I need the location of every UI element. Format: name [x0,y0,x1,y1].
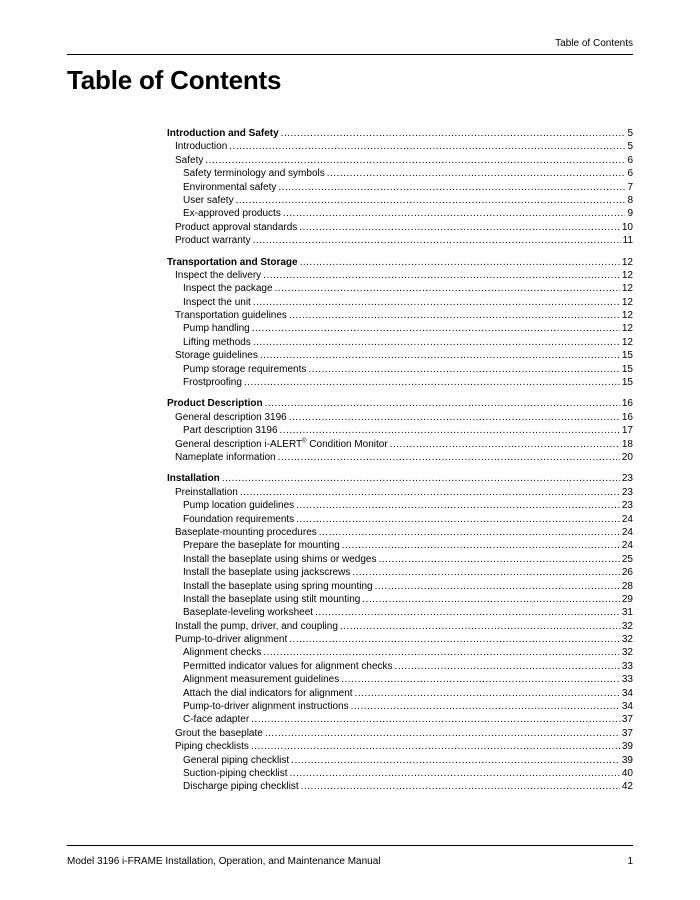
toc-page-number: 11 [622,235,633,247]
dot-leader [265,727,620,740]
dot-leader [341,673,620,686]
toc-entry[interactable] [167,713,633,726]
toc-entry[interactable] [167,309,633,322]
toc-entry-title: Install the baseplate using jackscrews [183,567,351,579]
dot-leader [253,234,621,247]
toc-page-number: 16 [621,411,633,423]
toc-entry[interactable] [167,269,633,282]
toc-page-number: 40 [621,767,633,779]
toc-entry-title: Product approval standards [175,221,298,233]
toc-page-number: 12 [621,296,633,308]
toc-page-number: 5 [627,128,633,139]
toc-page-number: 12 [621,323,633,335]
dot-leader [301,780,620,793]
toc-entry-title: Foundation requirements [183,513,295,525]
dot-leader [265,397,620,410]
footer-manual-title: Model 3196 i-FRAME Installation, Operation, and Maintenance Manual [67,856,381,867]
toc-entry[interactable] [167,140,633,153]
dot-leader [390,438,620,451]
dot-leader [278,451,620,464]
toc-page-number: 7 [627,181,633,193]
toc-page-number: 6 [627,168,633,180]
toc-entry[interactable] [167,646,633,659]
toc-entry[interactable] [167,424,633,437]
toc-entry-title: Pump location guidelines [183,500,295,512]
toc-entry[interactable] [167,620,633,633]
toc-entry-title: Discharge piping checklist [183,781,299,793]
dot-leader [244,376,620,389]
toc-page-number: 23 [621,486,633,498]
toc-entry-title: Frostproofing [183,377,242,389]
dot-leader [205,154,625,167]
toc-entry-title: General piping checklist [183,754,290,766]
dot-leader [280,424,620,437]
toc-entry-title: Transportation and Storage [167,256,298,268]
toc-entry-title: General description 3196 [175,411,287,423]
toc-entry-title: General description i-ALERT® Condition Monitor [175,438,388,450]
toc-page-number: 12 [621,283,633,295]
toc-page-number: 37 [621,727,633,739]
toc-page-number: 31 [621,607,633,619]
toc-page-number: 32 [621,647,633,659]
toc-page-number: 26 [621,567,633,579]
toc-page-number: 15 [621,363,633,375]
toc-entry-title: Alignment checks [183,647,262,659]
toc-entry-title: Permitted indicator values for alignment checks [183,660,393,672]
toc-entry-title: Grout the baseplate [175,727,263,739]
toc-page-number: 16 [621,398,633,410]
toc-entry-title: Baseplate-mounting procedures [175,526,317,538]
toc-entry[interactable] [167,234,633,247]
toc-entry-title: Environmental safety [183,181,277,193]
toc-page-number: 34 [621,701,633,713]
toc-entry-title: Install the baseplate using spring mounting [183,580,373,592]
toc-entry-title: Product Description [167,398,263,410]
toc-entry[interactable] [167,207,633,220]
toc-entry[interactable] [167,727,633,740]
toc-entry[interactable] [167,154,633,167]
dot-leader [362,593,620,606]
toc-entry[interactable] [167,740,633,753]
toc-entry-title: Alignment measurement guidelines [183,674,340,686]
dot-leader [263,269,620,282]
toc-page-number: 37 [621,714,633,726]
toc-page-number: 12 [621,336,633,348]
toc-page-number: 24 [621,540,633,552]
toc-page-number: 5 [627,141,633,153]
dot-leader [296,513,620,526]
toc-entry[interactable] [167,580,633,593]
page-title: Table of Contents [67,65,282,95]
toc-page-number: 15 [621,350,633,362]
toc-entry-title: Install the pump, driver, and coupling [175,620,338,632]
dot-leader [251,740,620,753]
toc-entry-title: Introduction [175,141,228,153]
toc-entry[interactable] [167,322,633,335]
toc-page-number: 12 [621,256,633,268]
toc-entry[interactable] [167,539,633,552]
toc-entry[interactable] [167,780,633,793]
toc-page-number: 42 [621,781,633,793]
toc-page-number: 32 [621,634,633,646]
toc-entry[interactable] [167,194,633,207]
toc-entry-title: Ex-approved products [183,208,281,220]
dot-leader [299,221,620,234]
toc-entry-title: Installation [167,473,220,485]
toc-section-entry[interactable] [167,256,633,269]
dot-leader [275,282,620,295]
toc-entry-title: Lifting methods [183,336,251,348]
toc-entry[interactable] [167,767,633,780]
toc-entry[interactable] [167,633,633,646]
dot-leader [340,620,620,633]
dot-leader [229,140,625,153]
toc-page-number: 34 [621,687,633,699]
toc-page-number: 17 [621,425,633,437]
toc-entry-title: Pump handling [183,323,250,335]
dot-leader [375,580,620,593]
dot-leader [289,411,620,424]
toc-page-number: 6 [627,154,633,166]
toc-entry[interactable] [167,451,633,464]
toc-entry-title: C-face adapter [183,714,250,726]
toc-entry-title: Safety terminology and symbols [183,168,325,180]
toc-page-number: 24 [621,526,633,538]
toc-entry-title: Inspect the unit [183,296,251,308]
toc-entry-title: Suction-piping checklist [183,767,288,779]
toc-entry[interactable] [167,553,633,566]
toc-entry-title: Install the baseplate using stilt mounting [183,593,361,605]
toc-entry[interactable] [167,754,633,767]
toc-entry[interactable] [167,660,633,673]
toc-page-number: 18 [621,438,633,450]
dot-leader [378,553,619,566]
toc-page-number: 20 [621,451,633,463]
toc-entry[interactable] [167,282,633,295]
toc-entry[interactable] [167,566,633,579]
toc-entry[interactable] [167,606,633,619]
toc-entry-title: Attach the dial indicators for alignment [183,687,353,699]
toc-page-number: 25 [621,553,633,565]
dot-leader [355,687,620,700]
dot-leader [289,309,620,322]
dot-leader [308,363,619,376]
toc-entry[interactable] [167,486,633,499]
running-header: Table of Contents [555,38,633,49]
toc-page-number: 29 [621,593,633,605]
dot-leader [253,336,620,349]
toc-entry-title: Inspect the package [183,283,273,295]
dot-leader [300,256,620,269]
toc-entry[interactable] [167,438,633,451]
toc-entry-title: Part description 3196 [183,425,278,437]
toc-section-entry[interactable] [167,397,633,410]
dot-leader [281,127,626,140]
toc-page-number: 15 [621,377,633,389]
toc-page-number: 39 [621,754,633,766]
toc-entry-title: User safety [183,194,234,206]
toc-entry[interactable] [167,349,633,362]
toc-entry-title: Piping checklists [175,741,249,753]
toc-entry-title: Product warranty [175,235,251,247]
toc-page-number: 39 [621,741,633,753]
footer-rule [67,845,633,846]
dot-leader [315,606,620,619]
toc-entry-title: Pump-to-driver alignment [175,634,288,646]
toc-entry[interactable] [167,513,633,526]
dot-leader [236,194,626,207]
dot-leader [289,633,620,646]
dot-leader [291,754,620,767]
toc-entry[interactable] [167,526,633,539]
toc-page-number: 32 [621,620,633,632]
toc-entry[interactable] [167,167,633,180]
dot-leader [395,660,620,673]
toc-page-number: 33 [621,660,633,672]
toc-entry-title: Install the baseplate using shims or wedges [183,553,377,565]
toc-entry-title: Nameplate information [175,451,276,463]
toc-entry-title: Prepare the baseplate for mounting [183,540,340,552]
toc-page-number: 24 [621,513,633,525]
header-rule [67,54,633,55]
toc-entry-title: Inspect the delivery [175,269,262,281]
toc-page-number: 12 [621,269,633,281]
toc-page-number: 23 [621,500,633,512]
toc-entry[interactable] [167,336,633,349]
toc-entry[interactable] [167,593,633,606]
toc-entry-title: Introduction and Safety [167,128,279,139]
dot-leader [240,486,620,499]
dot-leader [283,207,626,220]
dot-leader [296,499,620,512]
toc-section-entry[interactable] [167,472,633,485]
toc-entry[interactable] [167,700,633,713]
dot-leader [252,322,620,335]
toc-page-number: 33 [621,674,633,686]
dot-leader [263,646,620,659]
dot-leader [290,767,620,780]
toc-page-number: 23 [621,473,633,485]
dot-leader [327,167,626,180]
toc-entry-title: Storage guidelines [175,350,258,362]
toc-entry[interactable] [167,411,633,424]
toc-entry[interactable] [167,376,633,389]
toc-entry-title: Safety [175,154,204,166]
toc-entry[interactable] [167,296,633,309]
toc-entry[interactable] [167,687,633,700]
table-of-contents [167,127,633,794]
dot-leader [352,566,620,579]
toc-entry[interactable] [167,221,633,234]
toc-entry-title: Pump-to-driver alignment instructions [183,701,349,713]
dot-leader [351,700,620,713]
toc-page-number: 10 [621,221,633,233]
toc-entry[interactable] [167,181,633,194]
toc-entry-title: Preinstallation [175,486,238,498]
footer-page-number: 1 [627,856,633,867]
dot-leader [253,296,620,309]
toc-page-number: 28 [621,580,633,592]
toc-page-number: 8 [627,194,633,206]
dot-leader [342,539,620,552]
toc-entry[interactable] [167,499,633,512]
dot-leader [319,526,620,539]
toc-page-number: 12 [621,310,633,322]
toc-entry[interactable] [167,363,633,376]
dot-leader [260,349,620,362]
toc-entry[interactable] [167,673,633,686]
toc-entry-title: Transportation guidelines [175,310,287,322]
dot-leader [222,472,620,485]
toc-entry-title: Baseplate-leveling worksheet [183,607,314,619]
dot-leader [251,713,620,726]
toc-section-entry[interactable] [167,127,633,140]
toc-page-number: 9 [627,208,633,220]
toc-entry-title: Pump storage requirements [183,363,307,375]
dot-leader [278,181,625,194]
